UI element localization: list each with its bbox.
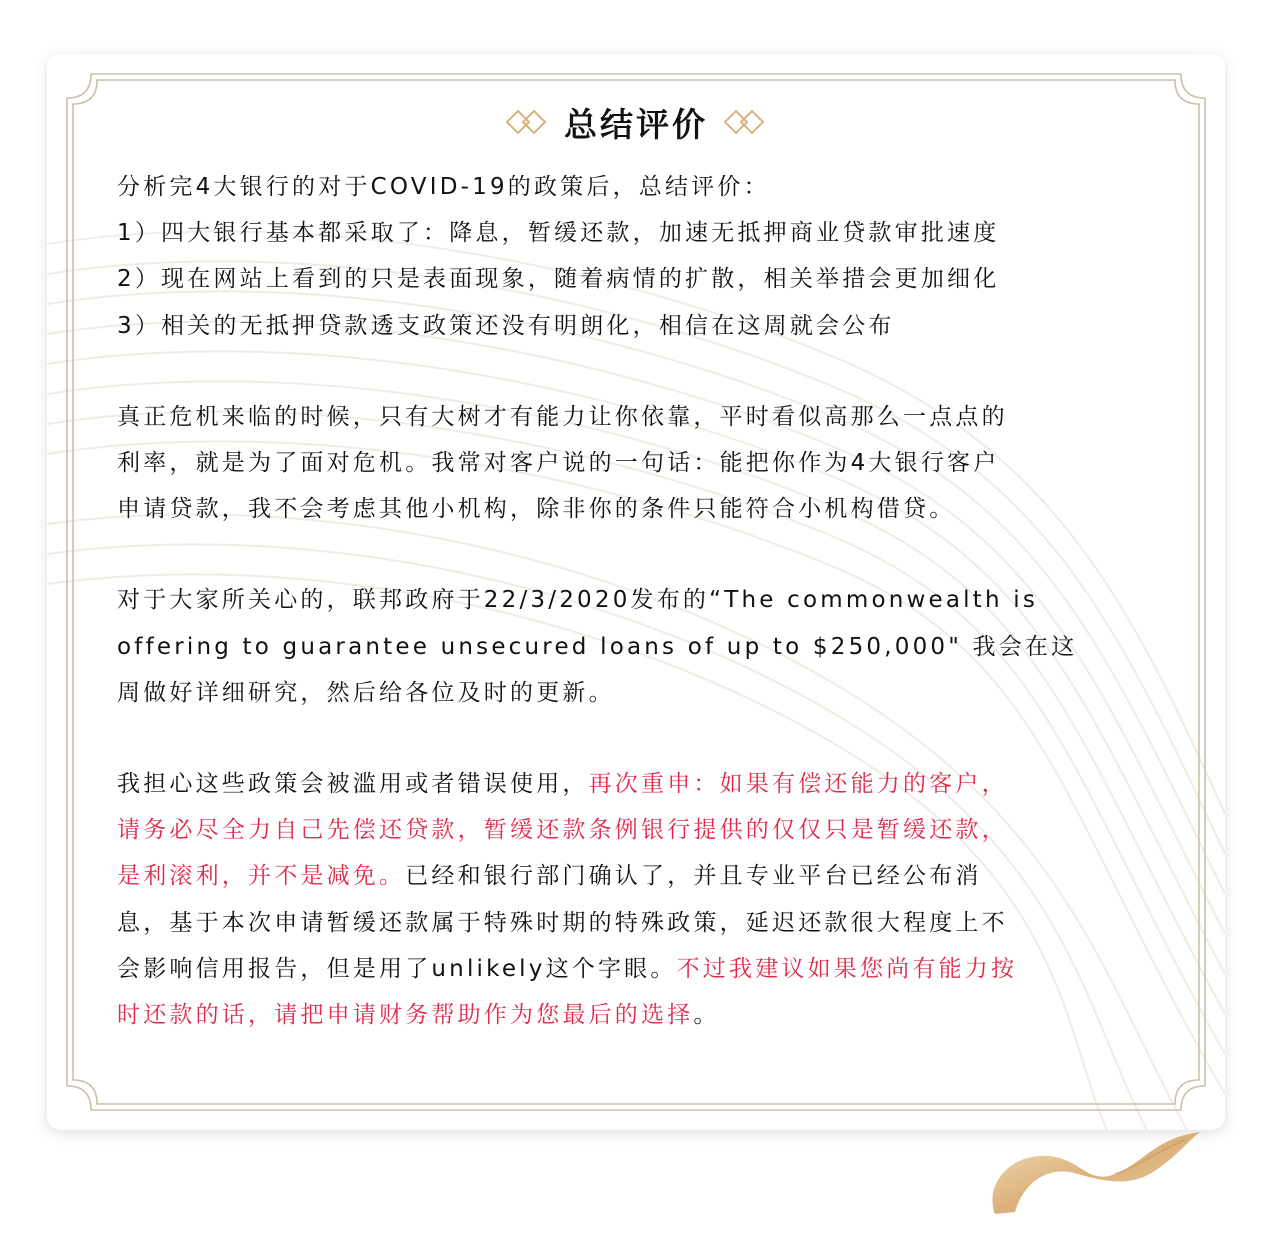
text-line: 2）现在网站上看到的只是表面现象，随着病情的扩散，相关举措会更加细化	[117, 266, 1000, 293]
highlight-text: 请务必尽全力自己先偿还贷款，暂缓还款条例银行提供的仅仅只是暂缓还款，	[117, 817, 1008, 844]
text-segment: 我担心这些政策会被滥用或者错误使用，	[117, 771, 589, 798]
paragraph-government	[117, 577, 1153, 716]
text-line: 申请贷款，我不会考虑其他小机构，除非你的条件只能符合小机构借贷。	[117, 496, 956, 523]
highlight-text: 再次重申：如果有偿还能力的客户，	[588, 771, 1008, 798]
text-segment: 会影响信用报告，但是用了unlikely这个字眼。	[117, 955, 677, 982]
text-line	[117, 946, 1153, 992]
summary-content	[117, 164, 1153, 1083]
highlight-text: 不过我建议如果您尚有能力按	[676, 955, 1018, 982]
text-line: 分析完4大银行的对于COVID-19的政策后，总结评价：	[117, 174, 770, 200]
text-line	[117, 761, 1153, 807]
text-line: 周做好详细研究，然后给各位及时的更新。	[117, 679, 615, 706]
highlight-text: 时还款的话，请把申请财务帮助作为您最后的选择	[117, 1002, 694, 1029]
gold-ribbon-icon	[985, 1128, 1215, 1218]
text-line: 3）相关的无抵押贷款透支政策还没有明朗化，相信在这周就会公布	[117, 312, 895, 339]
double-diamond-icon	[504, 108, 550, 136]
summary-card	[47, 54, 1225, 1130]
text-line: 真正危机来临的时候，只有大树才有能力让你依靠，平时看似高那么一点点的	[117, 403, 1008, 430]
text-line: 对于大家所关心的，联邦政府于22/3/2020发布的“The commonwealth is	[117, 587, 1039, 614]
highlight-text: 是利滚利，并不是减免。	[117, 863, 406, 890]
paragraph-big-banks	[117, 394, 1153, 533]
paragraph-summary	[117, 164, 1153, 349]
page-title: 总结评价	[564, 104, 708, 144]
text-line: 息，基于本次申请暂缓还款属于特殊时期的特殊政策，延迟还款很大程度上不	[117, 909, 1008, 936]
text-line: offering to guarantee unsecured loans of up to $250,000" 我会在这	[117, 633, 1078, 660]
text-segment: 已经和银行部门确认了，并且专业平台已经公布消	[405, 863, 982, 890]
double-diamond-icon	[722, 108, 768, 136]
text-line	[117, 853, 1153, 899]
text-line: 1）四大银行基本都采取了：降息，暂缓还款，加速无抵押商业贷款审批速度	[117, 220, 1000, 247]
text-segment: 。	[693, 1002, 720, 1029]
text-line: 利率，就是为了面对危机。我常对客户说的一句话：能把你作为4大银行客户	[117, 450, 1000, 477]
title-row	[47, 98, 1225, 146]
paragraph-warning	[117, 761, 1153, 1038]
text-line	[117, 992, 1153, 1038]
